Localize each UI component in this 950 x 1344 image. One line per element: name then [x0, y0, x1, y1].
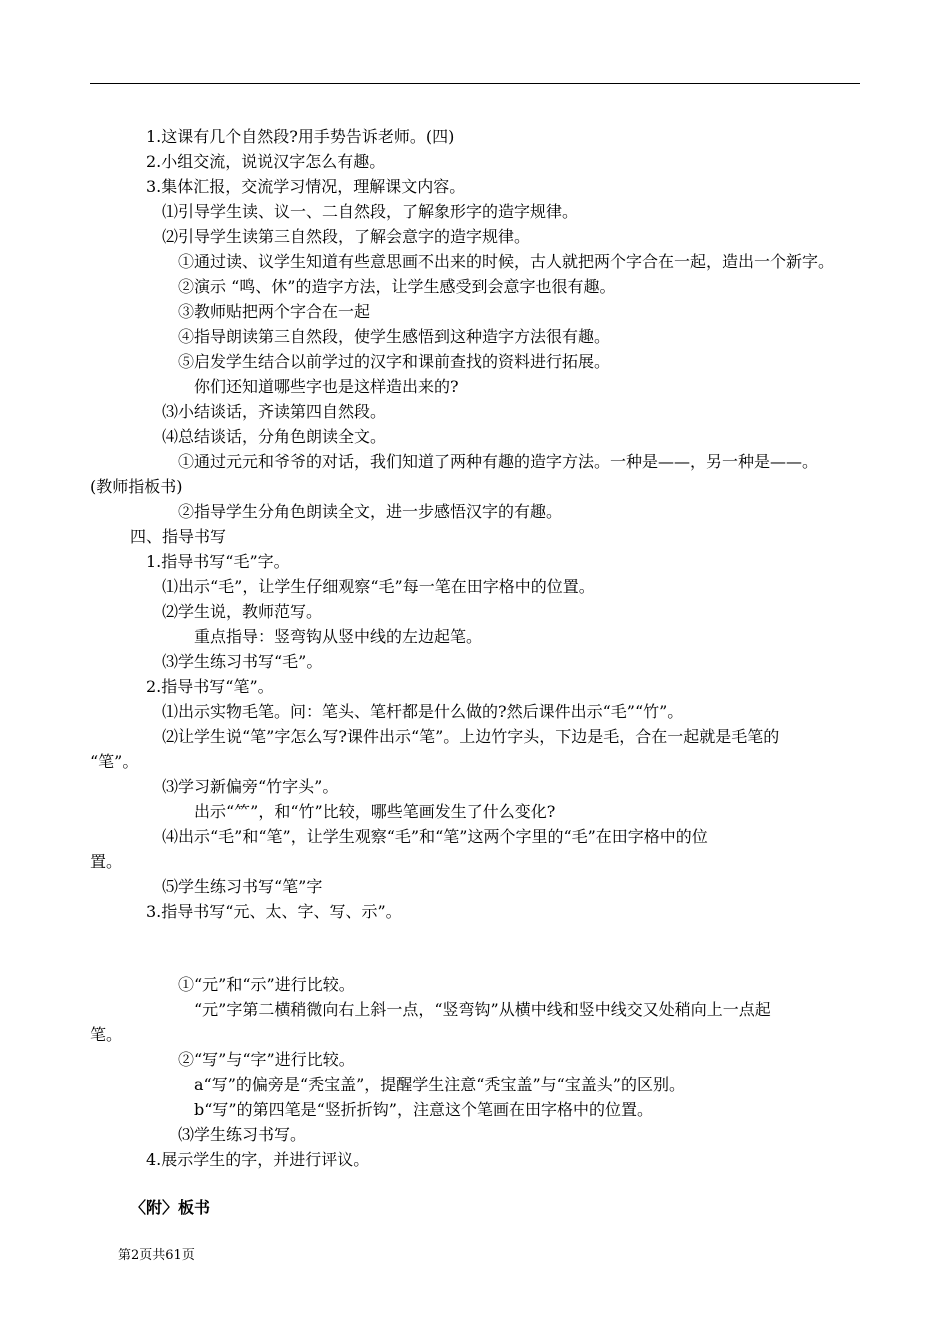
- text-line: “笔”。: [90, 752, 139, 771]
- text-line: ⑵让学生说“笔”字怎么写?课件出示“笔”。上边竹字头，下边是毛，合在一起就是毛笔的: [162, 727, 780, 746]
- text-line: ③教师贴把两个字合在一起: [178, 302, 371, 321]
- text-line: ②演示 “鸣、休”的造字方法，让学生感受到会意字也很有趣。: [178, 277, 616, 296]
- text-line: ⑴引导学生读、议一、二自然段，了解象形字的造字规律。: [162, 202, 579, 221]
- text-line: ①通过读、议学生知道有些意思画不出来的时候，古人就把两个字合在一起，造出一个新字。: [178, 252, 835, 271]
- text-line: ⑵学生说，教师范写。: [162, 602, 323, 621]
- text-line: ⑴出示“毛”，让学生仔细观察“毛”每一笔在田字格中的位置。: [162, 577, 595, 596]
- text-line: ②“写”与“字”进行比较。: [178, 1050, 355, 1069]
- text-line: ②指导学生分角色朗读全文，进一步感悟汉字的有趣。: [178, 502, 563, 521]
- text-line: ⑤启发学生结合以前学过的汉字和课前查找的资料进行拓展。: [178, 352, 611, 371]
- text-line: ⑷出示“毛”和“笔”，让学生观察“毛”和“笔”这两个字里的“毛”在田字格中的位: [162, 827, 708, 846]
- page-footer: 第2页共61页: [118, 1248, 195, 1263]
- section-heading: 四、指导书写: [130, 527, 227, 546]
- text-line: ⑶学习新偏旁“竹字头”。: [162, 777, 339, 796]
- text-line: ⑶学生练习书写“毛”。: [162, 652, 323, 671]
- text-line: 2.指导书写“笔”。: [146, 677, 274, 696]
- text-line: 2.小组交流，说说汉字怎么有趣。: [146, 152, 386, 171]
- text-line: ①通过元元和爷爷的对话，我们知道了两种有趣的造字方法。一种是——，另一种是——。: [178, 452, 819, 471]
- text-line: 3.集体汇报，交流学习情况，理解课文内容。: [146, 177, 466, 196]
- text-line: ⑷总结谈话，分角色朗读全文。: [162, 427, 387, 446]
- text-line: (教师指板书): [90, 477, 183, 496]
- text-line: 重点指导：竖弯钩从竖中线的左边起笔。: [194, 627, 483, 646]
- text-line: 1.指导书写“毛”字。: [146, 552, 290, 571]
- text-line: ⑶学生练习书写。: [178, 1125, 307, 1144]
- text-line: 出示“⺮”，和“竹”比较，哪些笔画发生了什么变化?: [194, 802, 556, 821]
- text-line: a“写”的偏旁是“秃宝盖”，提醒学生注意“秃宝盖”与“宝盖头”的区别。: [194, 1075, 685, 1094]
- text-line: ⑵引导学生读第三自然段，了解会意字的造字规律。: [162, 227, 531, 246]
- text-line: ⑸学生练习书写“笔”字: [162, 877, 323, 896]
- text-line: “元”字第二横稍微向右上斜一点，“竖弯钩”从横中线和竖中线交又处稍向上一点起: [194, 1000, 771, 1019]
- text-line: 置。: [90, 852, 123, 871]
- text-line: ①“元”和“示”进行比较。: [178, 975, 355, 994]
- header-rule: [90, 83, 860, 84]
- text-line: 4.展示学生的字，并进行评议。: [146, 1150, 370, 1169]
- text-line: 1.这课有几个自然段?用手势告诉老师。(四): [146, 127, 455, 146]
- text-line: 3.指导书写“元、太、字、写、示”。: [146, 902, 402, 921]
- text-line: 笔。: [90, 1025, 123, 1044]
- text-line: b“写”的第四笔是“竖折折钩”，注意这个笔画在田字格中的位置。: [194, 1100, 653, 1119]
- appendix-heading: 〈附〉板书: [130, 1198, 211, 1217]
- text-line: ④指导朗读第三自然段，使学生感悟到这种造字方法很有趣。: [178, 327, 611, 346]
- text-line: 你们还知道哪些字也是这样造出来的?: [194, 377, 459, 396]
- text-line: ⑴出示实物毛笔。问：笔头、笔杆都是什么做的?然后课件出示“毛”“竹”。: [162, 702, 684, 721]
- text-line: ⑶小结谈话，齐读第四自然段。: [162, 402, 387, 421]
